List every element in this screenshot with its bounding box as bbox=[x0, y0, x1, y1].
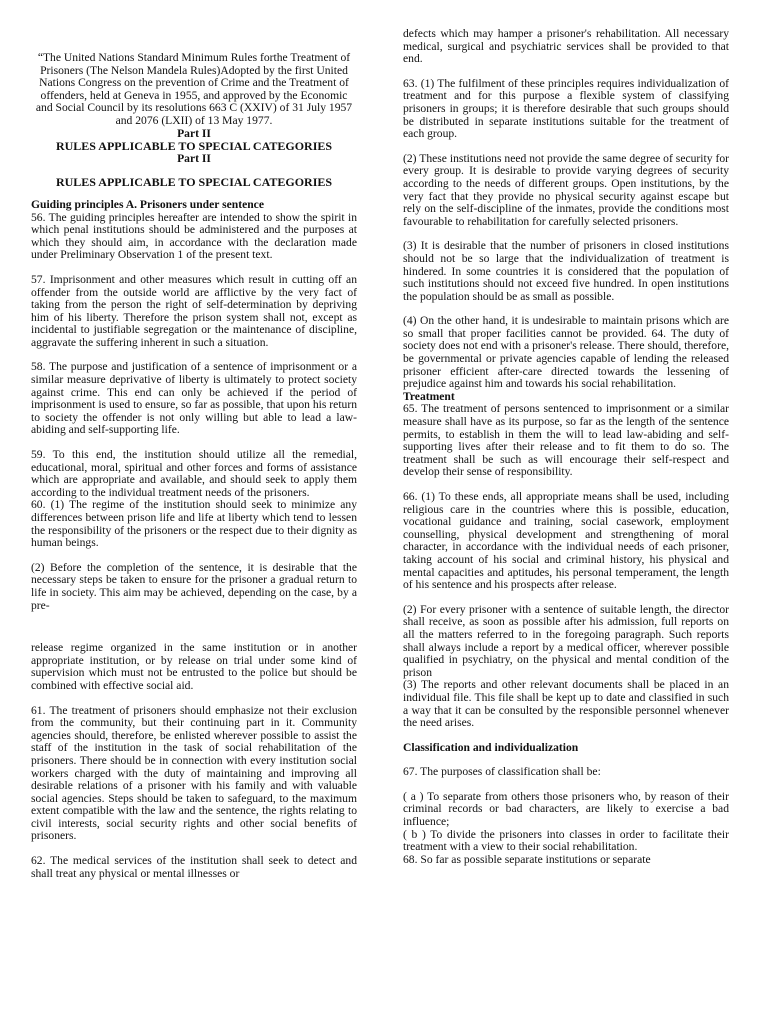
rule-62-continued: defects which may hamper a prisoner's rehabilitation. All necessary medical, surgical and psychiatric services shall be provided to that end. bbox=[403, 27, 729, 66]
rule-60: 60. (1) The regime of the institution should seek to minimize any differences between prison life and life at liberty which tend to lessen the responsibility of the prisoners or the respect due to their dignity as human beings. bbox=[31, 498, 357, 550]
rule-57: 57. Imprisonment and other measures which result in cutting off an offender from the outside world are afflictive by the very fact of taking from the person the right of self-determination by depriving him of his liberty. Therefore the prison system shall not, except as incidental to justifiable segregation or the maintenance of discipline, aggravate the suffering inherent in such a situation. bbox=[31, 272, 357, 349]
part-label: Part II bbox=[177, 151, 211, 165]
rule-68: 68. So far as possible separate institutions or separate bbox=[403, 852, 651, 866]
rule-63-4: (4) On the other hand, it is undesirable to maintain prisons which are so small that proper facilities cannot be provided. 64. The duty of society does not end with a prisoner's release. There should, therefore, be governmental or private agencies capable of lending the released prisoner efficient after-care directed towards the lessening of prejudice against him and towards his social rehabilitation. bbox=[403, 314, 729, 391]
rule-60-2-continued: release regime organized in the same institution or in another appropriate institution, or by release on trial under some kind of supervision which must not be entrusted to the police but should be combined with effective social aid. bbox=[31, 641, 357, 692]
rule-63: 63. (1) The fulfilment of these principles requires individualization of treatment and for this purpose a flexible system of classifying prisoners in groups; it is therefore desirable that such groups should be distributed in separate institutions suitable for the treatment of each group. bbox=[403, 76, 729, 141]
rule-60-2: (2) Before the completion of the sentence, it is desirable that the necessary steps be taken to ensure for the prisoner a gradual return to life in society. This aim may be achieved, depending on the case, by a pre- bbox=[31, 560, 357, 612]
left-column bbox=[31, 0, 357, 880]
rule-65: 65. The treatment of persons sentenced to imprisonment or a similar measure shall have as its purpose, so far as the length of the sentence permits, to establish in them the will to lead law-abiding and self-supporting lives after their release and to fit them to do so. The treatment shall be such as will encourage their self-respect and develop their sense of responsibility. bbox=[403, 402, 729, 479]
rule-59: 59. To this end, the institution should utilize all the remedial, educational, moral, spiritual and other forces and forms of assistance which are appropriate and available, and should seek to apply them according to the individual treatment needs of the prisoners. bbox=[31, 448, 357, 499]
section-heading-treatment: Treatment bbox=[403, 389, 455, 403]
rule-56: 56. The guiding principles hereafter are intended to show the spirit in which penal institutions should be administered and the purposes at which they should aim, in accordance with the declaration made under Preliminary Observation 1 of the present text. bbox=[31, 210, 357, 262]
rule-63-2: (2) These institutions need not provide the same degree of security for every group. It is desirable to provide varying degrees of security according to the needs of different groups. Open institutions, by the very fact that they provide no physical security against escape but rely on the self-discipline of the inmates, provide the conditions most favourable to rehabilitation for carefully selected prisoners. bbox=[403, 151, 729, 228]
rule-67-b: ( b ) To divide the prisoners into classes in order to facilitate their treatment with a view to their social rehabilitation. bbox=[403, 827, 729, 854]
rule-61: 61. The treatment of prisoners should emphasize not their exclusion from the community, but their continuing part in it. Community agencies should, therefore, be enlisted wherever possible to assist the staff of the institution in the task of social rehabilitation of the prisoners. There should be in connection with every institution social workers charged with the duty of maintaining and improving all desirable relations of a prisoner with his family and with valuable social agencies. Steps should be taken to safeguard, to the maximum extent compatible with the law and the sentence, the rights relating to civil interests, social security rights and other social benefits of prisoners. bbox=[31, 703, 357, 843]
rules-heading: RULES APPLICABLE TO SPECIAL CATEGORIES bbox=[55, 175, 333, 190]
rule-66-2: (2) For every prisoner with a sentence of suitable length, the director shall receive, as soon as possible after his admission, full reports on all the matters referred to in the foregoing paragraph. Such reports shall always include a report by a medical officer, wherever possible qualified in psychiatry, on the physical and mental condition of the prison bbox=[403, 602, 729, 679]
rule-58: 58. The purpose and justification of a sentence of imprisonment or a similar measure deprivative of liberty is ultimately to protect society against crime. This end can only be achieved if the period of imprisonment is used to ensure, so far as possible, that upon his return to society the offender is not only willing but able to lead a law-abiding and self-supporting life. bbox=[31, 360, 357, 437]
section-heading-classification: Classification and individualization bbox=[403, 740, 579, 754]
section-heading-guiding-principles: Guiding principles A. Prisoners under sentence bbox=[31, 197, 264, 211]
rule-66: 66. (1) To these ends, all appropriate means shall be used, including religious care in the countries where this is possible, education, vocational guidance and training, social casework, employment counselling, physical development and strengthening of moral character, in accordance with the individual needs of each prisoner, taking account of his social and criminal history, his physical and mental capacities and aptitudes, his personal temperament, the length of his sentence and his prospects after release. bbox=[403, 490, 729, 592]
part-label: Part II bbox=[177, 126, 211, 140]
right-column bbox=[403, 0, 729, 866]
rule-63-3: (3) It is desirable that the number of prisoners in closed institutions should not be so large that the individualization of treatment is hindered. In some countries it is considered that the population of such institutions should not exceed five hundred. In open institutions the population should be as small as possible. bbox=[403, 239, 729, 303]
rule-66-3: (3) The reports and other relevant documents shall be placed in an individual file. This file shall be kept up to date and classified in such a way that it can be consulted by the responsible personnel whenever the need arises. bbox=[403, 678, 729, 730]
document-intro-title: “The United Nations Standard Minimum Rules forthe Treatment of Prisoners (The Nelson Mandela Rules)Adopted by the first United Nations Congress on the prevention of Crime and the Treatment of offenders, held at Geneva in 1955, and approved by the Economic and Social Council by its resolutions 663 C (XXIV) of 31 July 1957 and 2076 (LXII) of 13 May 1977. bbox=[35, 51, 353, 127]
rule-62: 62. The medical services of the institution shall seek to detect and shall treat any physical or mental illnesses or bbox=[31, 854, 357, 880]
rules-heading: RULES APPLICABLE TO SPECIAL CATEGORIES bbox=[55, 139, 333, 154]
rule-67: 67. The purposes of classification shall be: bbox=[403, 765, 601, 779]
rule-67-a: ( a ) To separate from others those prisoners who, by reason of their criminal records or bad characters, are likely to exercise a bad influence; bbox=[403, 789, 729, 829]
